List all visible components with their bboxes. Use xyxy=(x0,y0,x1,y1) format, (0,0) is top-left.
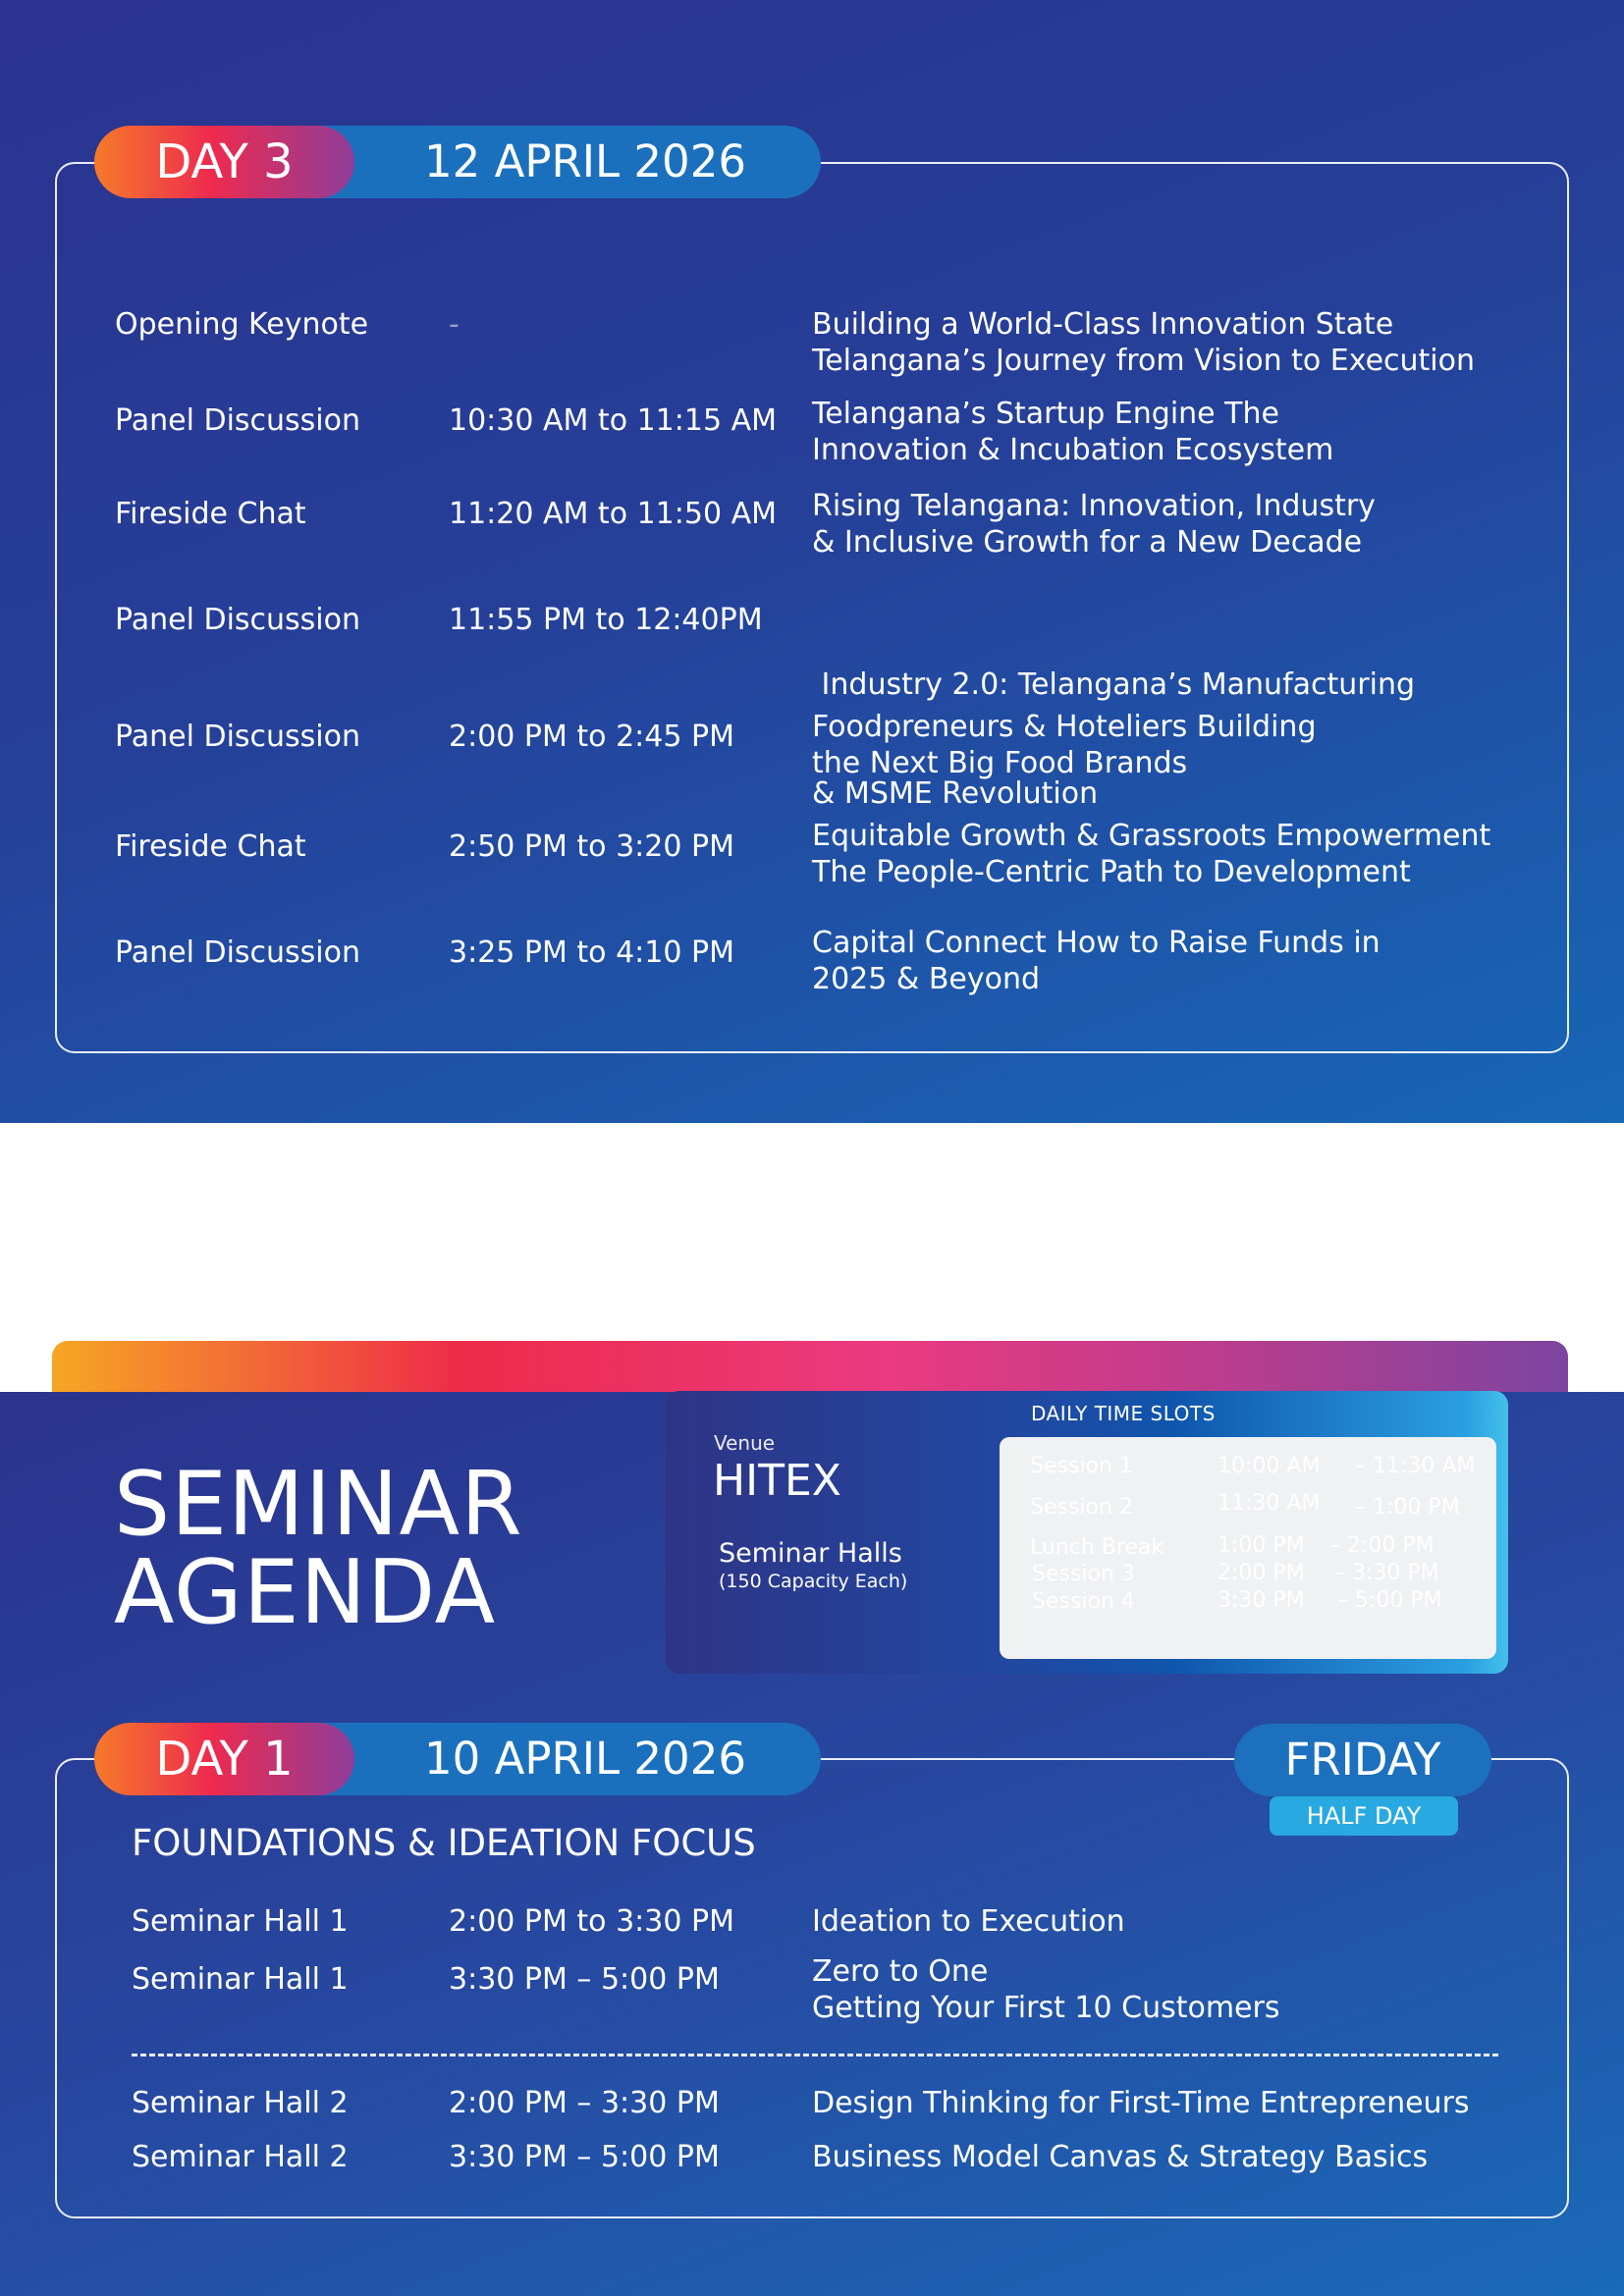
weekday-badge: FRIDAY xyxy=(1234,1724,1491,1796)
session-title xyxy=(812,709,1317,781)
session-title-line: The People-Centric Path to Development xyxy=(812,855,1411,889)
session-type: Panel Discussion xyxy=(115,403,361,438)
session-hall: Seminar Hall 2 xyxy=(132,2140,349,2174)
session-title-line: Foodpreneurs & Hoteliers Building xyxy=(812,710,1317,744)
session-title-line: & MSME Revolution xyxy=(812,776,1099,811)
slot-end: – 3:30 PM xyxy=(1334,1561,1439,1585)
session-title xyxy=(812,2139,1428,2175)
session-hall: Seminar Hall 2 xyxy=(132,2086,349,2120)
venue-name: HITEX xyxy=(713,1456,841,1506)
slot-name: Session 3 xyxy=(1032,1562,1135,1586)
session-title-line: Telangana’s Journey from Vision to Execution xyxy=(812,344,1476,378)
day3-date: 12 APRIL 2026 xyxy=(261,126,821,198)
session-type: Fireside Chat xyxy=(115,829,306,864)
session-title-line: Zero to One xyxy=(812,1954,989,1989)
session-hall: Seminar Hall 1 xyxy=(132,1962,349,1997)
session-time: - xyxy=(449,307,460,342)
session-title-line: Ideation to Execution xyxy=(812,1904,1125,1939)
session-type: Opening Keynote xyxy=(115,307,369,342)
session-time: 3:30 PM – 5:00 PM xyxy=(449,1962,720,1997)
day1-label: DAY 1 xyxy=(94,1723,354,1795)
halls-capacity: (150 Capacity Each) xyxy=(719,1571,908,1592)
session-title-line: Building a World-Class Innovation State xyxy=(812,307,1394,342)
session-title-line: Telangana’s Startup Engine The xyxy=(812,397,1279,431)
session-time: 2:50 PM to 3:20 PM xyxy=(449,829,734,864)
slot-start: 2:00 PM xyxy=(1218,1561,1305,1585)
halls-label: Seminar Halls xyxy=(719,1538,902,1569)
session-type: Panel Discussion xyxy=(115,720,361,754)
slot-start: 11:30 AM xyxy=(1218,1491,1321,1516)
session-title-line: Design Thinking for First-Time Entrepreneurs xyxy=(812,2086,1470,2120)
slot-start: 3:30 PM xyxy=(1218,1588,1305,1613)
session-title xyxy=(812,925,1380,997)
session-title-line: Industry 2.0: Telangana’s Manufacturing xyxy=(812,667,1416,702)
session-title xyxy=(812,818,1490,890)
session-title xyxy=(812,1953,1279,2026)
session-title-line: the Next Big Food Brands xyxy=(812,746,1188,780)
session-hall: Seminar Hall 1 xyxy=(132,1904,349,1939)
slot-name: Lunch Break xyxy=(1030,1535,1164,1560)
half-day-badge: HALF DAY xyxy=(1270,1796,1458,1836)
slot-name: Session 1 xyxy=(1030,1454,1133,1478)
slot-start: 1:00 PM xyxy=(1218,1533,1305,1558)
session-title xyxy=(812,1903,1125,1940)
session-time: 3:30 PM – 5:00 PM xyxy=(449,2140,720,2174)
session-time: 2:00 PM to 2:45 PM xyxy=(449,720,734,754)
session-time: 10:30 AM to 11:15 AM xyxy=(449,403,777,438)
session-time: 3:25 PM to 4:10 PM xyxy=(449,935,734,970)
day1-header xyxy=(94,1723,821,1795)
day1-focus-heading: FOUNDATIONS & IDEATION FOCUS xyxy=(132,1822,756,1864)
session-title-line: Equitable Growth & Grassroots Empowerment xyxy=(812,819,1491,853)
session-title-line: Innovation & Incubation Ecosystem xyxy=(812,433,1334,467)
slot-end: – 11:30 AM xyxy=(1355,1454,1476,1478)
session-title xyxy=(812,2085,1470,2121)
slot-name: Session 2 xyxy=(1030,1495,1133,1520)
day3-header xyxy=(94,126,821,198)
session-time: 11:55 PM to 12:40PM xyxy=(449,603,763,637)
slot-start: 10:00 AM xyxy=(1218,1454,1321,1478)
session-title-line: Capital Connect How to Raise Funds in xyxy=(812,926,1380,960)
day3-label: DAY 3 xyxy=(94,126,354,198)
session-time: 2:00 PM – 3:30 PM xyxy=(449,2086,720,2120)
gradient-strip xyxy=(52,1341,1568,1392)
session-time: 2:00 PM to 3:30 PM xyxy=(449,1904,734,1939)
seminar-title-line2: AGENDA xyxy=(114,1541,497,1644)
session-title xyxy=(812,306,1475,379)
slot-name: Session 4 xyxy=(1032,1589,1135,1614)
slots-title: DAILY TIME SLOTS xyxy=(1031,1402,1216,1425)
session-title-line: Business Model Canvas & Strategy Basics xyxy=(812,2140,1429,2174)
session-time: 11:20 AM to 11:50 AM xyxy=(449,497,777,531)
session-title-line: & Inclusive Growth for a New Decade xyxy=(812,525,1363,560)
slot-end: – 2:00 PM xyxy=(1329,1533,1435,1558)
session-type: Fireside Chat xyxy=(115,497,306,531)
session-title-line: 2025 & Beyond xyxy=(812,962,1041,996)
session-type: Panel Discussion xyxy=(115,935,361,970)
session-title-line: Getting Your First 10 Customers xyxy=(812,1991,1280,2025)
divider-dashed xyxy=(132,2054,1498,2056)
venue-label: Venue xyxy=(714,1431,776,1455)
session-title xyxy=(812,488,1376,561)
session-title-line: Rising Telangana: Innovation, Industry xyxy=(812,489,1376,523)
day1-date: 10 APRIL 2026 xyxy=(261,1723,821,1795)
session-type: Panel Discussion xyxy=(115,603,361,637)
slot-end: – 1:00 PM xyxy=(1355,1495,1460,1520)
seminar-title-line1: SEMINAR xyxy=(114,1453,523,1556)
session-title xyxy=(812,396,1333,468)
slot-end: – 5:00 PM xyxy=(1337,1588,1442,1613)
